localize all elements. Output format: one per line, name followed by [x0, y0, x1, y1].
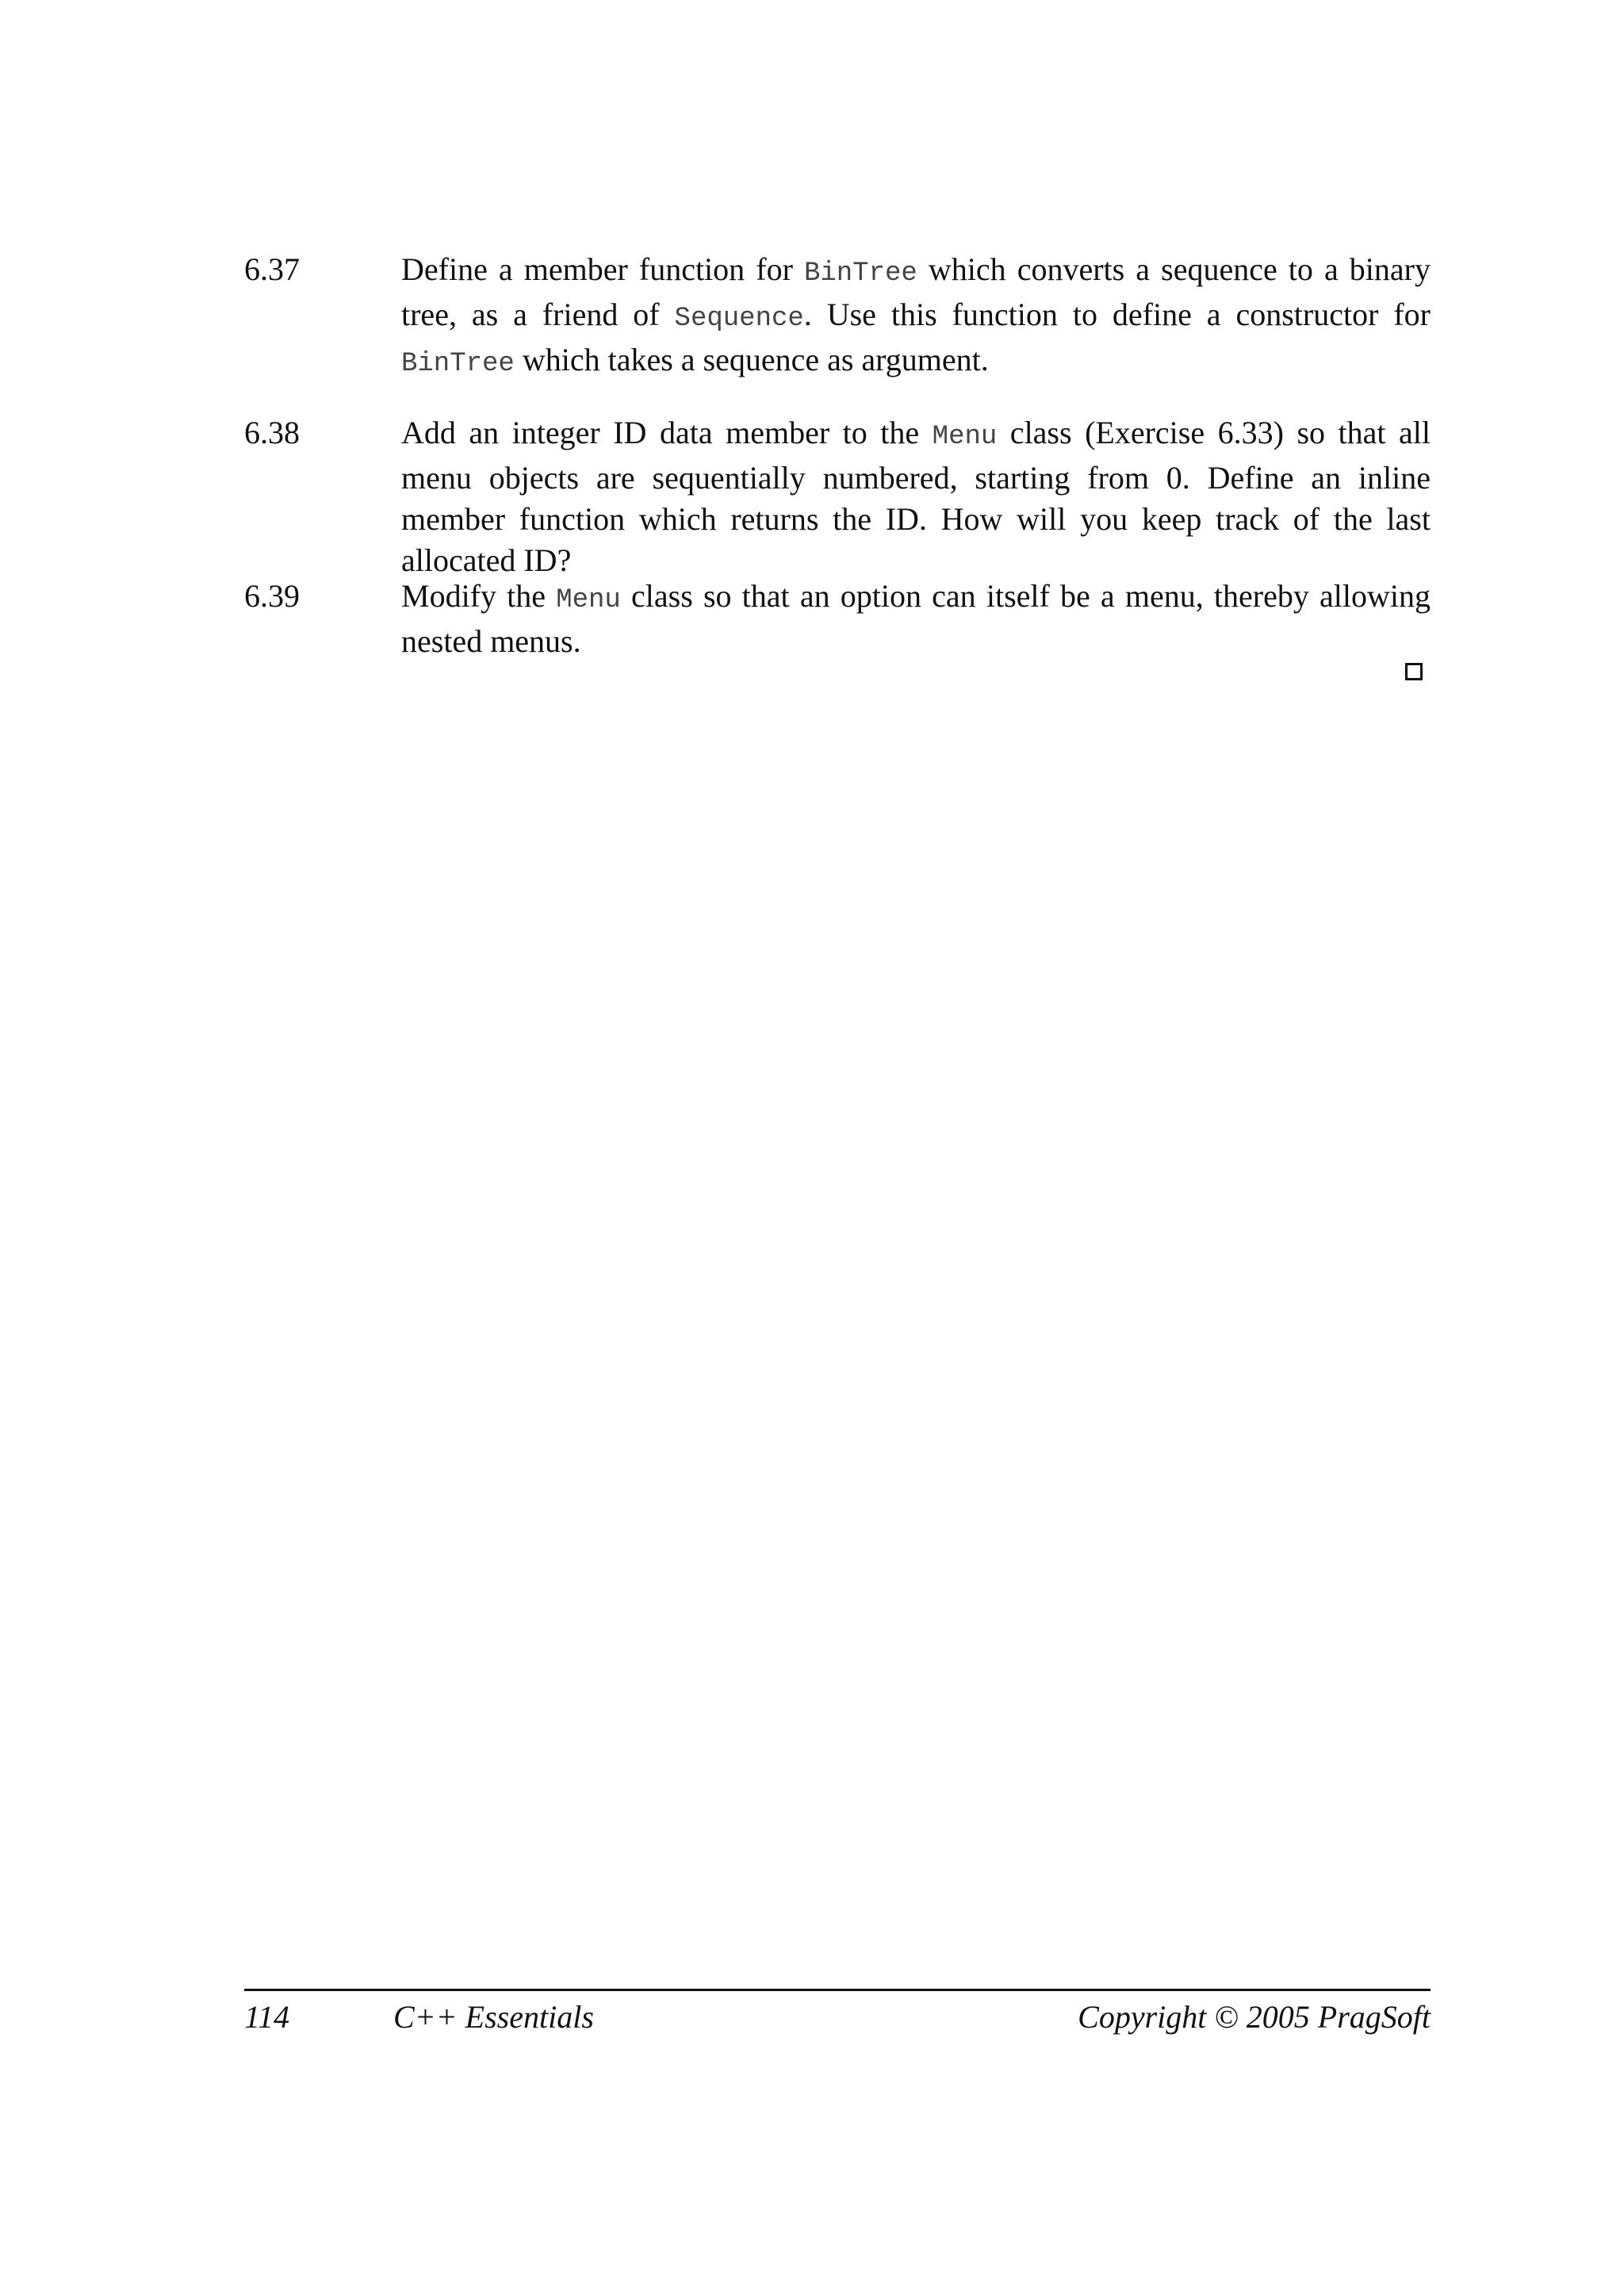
code-identifier: Menu	[932, 422, 998, 452]
footer-rule	[244, 1989, 1431, 1991]
exercise-number: 6.39	[244, 578, 300, 614]
book-title: C++ Essentials	[393, 1999, 594, 2035]
page-footer	[244, 1995, 1431, 2039]
text-segment: Modify the	[401, 578, 557, 614]
code-identifier: Sequence	[674, 304, 804, 334]
exercise-number: 6.37	[244, 251, 300, 287]
exercise-number: 6.38	[244, 415, 300, 450]
text-segment: which converts a sequence to a binary tree, as a friend of	[401, 251, 1431, 332]
page-number: 114	[244, 1999, 290, 2035]
exercise-text	[401, 249, 1431, 385]
exercise-6-38	[244, 412, 1431, 581]
exercise-6-37	[244, 249, 1431, 385]
text-segment: class so that an option can itself be a menu, thereby allowing nested menus.	[401, 578, 1431, 659]
text-segment: class (Exercise 6.33) so that all menu objects are sequentially numbered, starting from 0. Define an inline member function which returns the ID. How will you keep track of the last allocated ID?	[401, 415, 1431, 578]
exercise-text	[401, 412, 1431, 581]
text-segment: Define a member function for	[401, 251, 804, 287]
code-identifier: BinTree	[803, 259, 917, 289]
text-segment: which takes a sequence as argument.	[514, 342, 989, 377]
text-segment: Add an integer ID data member to the	[401, 415, 933, 450]
exercise-text	[401, 576, 1431, 662]
exercise-6-39	[244, 576, 1431, 662]
code-identifier: BinTree	[401, 349, 515, 379]
copyright-notice: Copyright © 2005 PragSoft	[1078, 1999, 1431, 2035]
text-segment: . Use this function to define a constructor for	[803, 297, 1431, 332]
end-of-exercises-square-icon	[1405, 663, 1423, 680]
code-identifier: Menu	[556, 585, 621, 615]
